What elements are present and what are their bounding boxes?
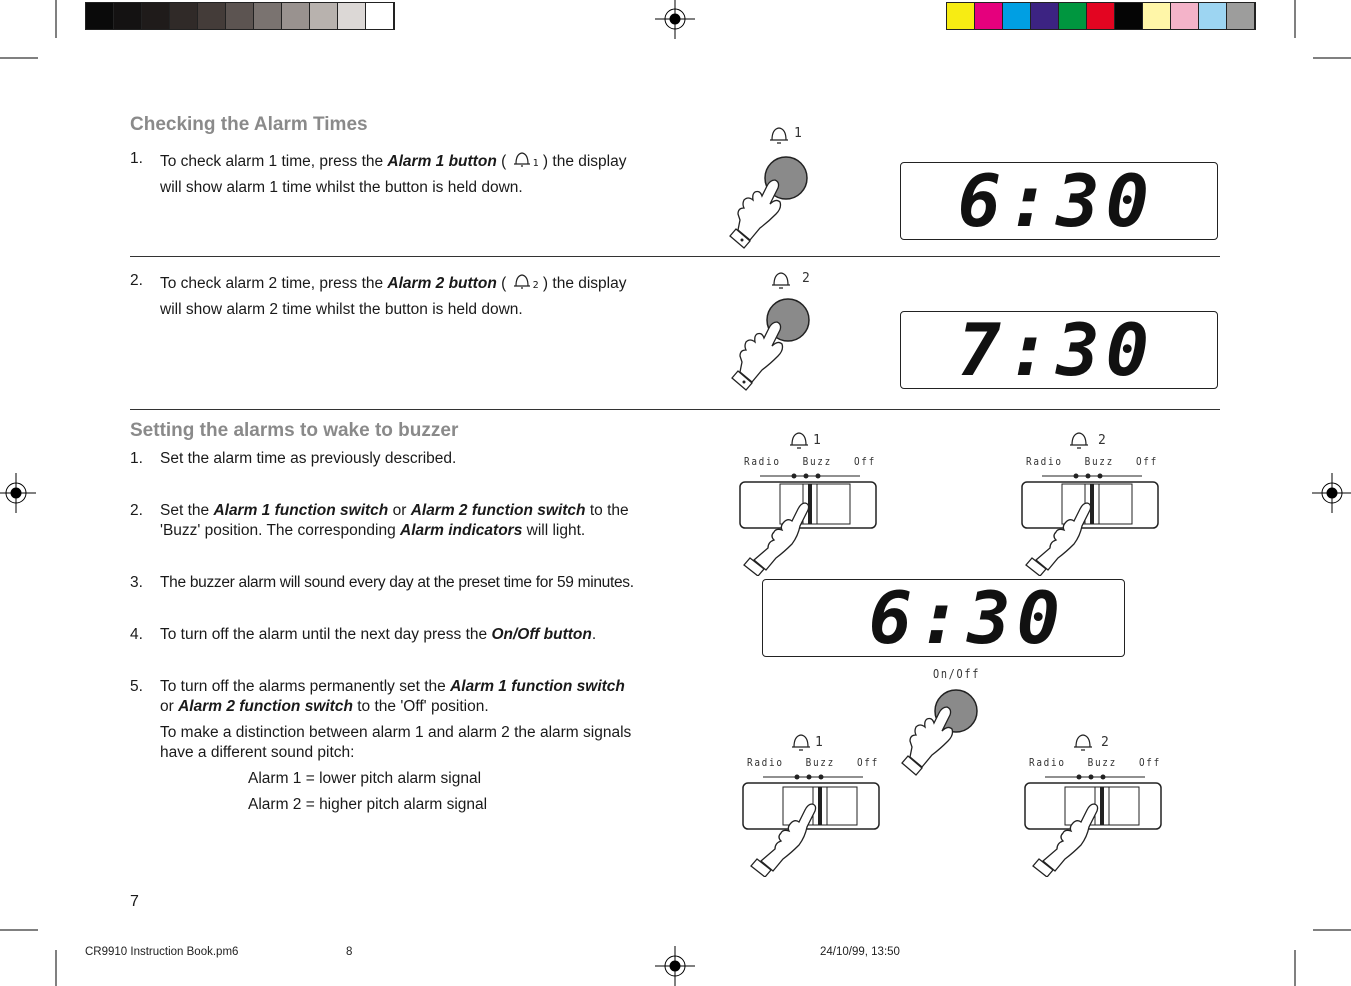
- item-text: The buzzer alarm will sound every day at the preset time for 59 minutes.: [160, 574, 634, 591]
- item-text: have a different sound pitch:: [160, 744, 355, 761]
- switch-alarm-number: 1: [813, 433, 821, 448]
- alarm-1-switch-term: Alarm 1 function switch: [213, 502, 389, 519]
- item-number: 1.: [130, 450, 143, 467]
- lcd-display-center: [762, 576, 1125, 660]
- switch-label-radio: Radio: [747, 756, 784, 769]
- footer-filename: CR9910 Instruction Book.pm6: [85, 946, 239, 958]
- registration-mark-right: [1312, 473, 1351, 513]
- item-text: or: [160, 698, 179, 715]
- list-item: [130, 501, 690, 543]
- item-text: To check alarm 1 time, press the: [160, 153, 388, 170]
- item-text: to the 'Off' position.: [352, 698, 489, 715]
- onoff-button-term: On/Off button: [491, 626, 592, 643]
- alarm-2-switch-term: Alarm 2 function switch: [410, 502, 586, 519]
- item-text: to the: [585, 502, 629, 519]
- switch-label-buzz: Buzz: [1084, 455, 1114, 468]
- switch-label-radio: Radio: [1029, 756, 1066, 769]
- list-item: [130, 573, 690, 595]
- divider: [130, 409, 1220, 410]
- switch-label-buzz: Buzz: [802, 455, 832, 468]
- item-text-line2: will show alarm 2 time whilst the button is held down.: [160, 301, 523, 318]
- bell-icon: [1068, 430, 1092, 450]
- onoff-button-illustration: [896, 685, 996, 785]
- switch-label-off: Off: [1138, 756, 1161, 769]
- pitch-line-1: Alarm 1 = lower pitch alarm signal: [248, 770, 482, 787]
- registration-mark-top: [655, 0, 695, 39]
- bell-icon-number: 2: [532, 280, 539, 291]
- switch-label-off: Off: [856, 756, 879, 769]
- bell-icon: [788, 430, 812, 450]
- onoff-label: On/Off: [933, 667, 981, 681]
- item-number: 2.: [130, 502, 143, 519]
- item-text: To turn off the alarm until the next day press the: [160, 626, 492, 643]
- function-switch-1-off: [733, 767, 883, 877]
- section-heading-buzzer: Setting the alarms to wake to buzzer: [130, 420, 459, 441]
- item-number: 3.: [130, 574, 143, 591]
- list-item: [130, 149, 690, 196]
- switch-alarm-number: 1: [815, 735, 823, 750]
- item-number: 5.: [130, 678, 143, 695]
- item-text: will light.: [522, 522, 586, 539]
- bell-icon: [790, 732, 814, 752]
- display-time: 6:30: [868, 576, 1066, 660]
- item-text: To turn off the alarms permanently set the: [160, 678, 451, 695]
- alarm-indicators-term: Alarm indicators: [400, 522, 523, 539]
- item-text: Set the: [160, 502, 214, 519]
- alarm-1-button-illustration: [720, 150, 820, 250]
- bell-icon: [768, 125, 792, 145]
- alarm-1-switch-term: Alarm 1 function switch: [450, 678, 625, 695]
- registration-mark-left: [0, 473, 36, 513]
- switch-label-buzz: Buzz: [805, 756, 835, 769]
- switch-alarm-number: 2: [1098, 433, 1106, 448]
- paren-open: (: [496, 275, 507, 292]
- bell-icon: [770, 270, 794, 290]
- item-text: To check alarm 2 time, press the: [160, 275, 388, 292]
- switch-alarm-number: 2: [1101, 735, 1109, 750]
- alarm-1-button-term: Alarm 1 button: [387, 153, 497, 170]
- item-number: 2.: [130, 272, 143, 289]
- lcd-display: [900, 159, 1218, 243]
- alarm-2-switch-term: Alarm 2 function switch: [178, 698, 353, 715]
- pitch-line-2: Alarm 2 = higher pitch alarm signal: [248, 796, 488, 813]
- item-text-line2: will show alarm 1 time whilst the button is held down.: [160, 179, 523, 196]
- footer-date: 24/10/99, 13:50: [820, 946, 900, 958]
- item-text: To make a distinction between alarm 1 and alarm 2 the alarm signals: [160, 724, 632, 741]
- switch-label-radio: Radio: [744, 455, 781, 468]
- list-item: [130, 271, 690, 318]
- alarm-2-button-illustration: [722, 292, 822, 392]
- registration-mark-bottom: [655, 946, 695, 986]
- switch-label-radio: Radio: [1026, 455, 1063, 468]
- display-time: 6:30: [957, 159, 1155, 243]
- item-number: 4.: [130, 626, 143, 643]
- paren-open: (: [496, 153, 507, 170]
- switch-label-off: Off: [853, 455, 876, 468]
- switch-label-buzz: Buzz: [1087, 756, 1117, 769]
- switch-label-off: Off: [1135, 455, 1158, 468]
- lcd-display: [900, 308, 1218, 392]
- item-text: ) the display: [542, 153, 627, 170]
- alarm-1-label: 1: [794, 126, 802, 141]
- item-text: Set the alarm time as previously described.: [160, 450, 457, 467]
- bell-icon-number: 1: [532, 158, 539, 169]
- item-text: .: [591, 626, 597, 643]
- display-time: 7:30: [957, 308, 1155, 392]
- section-heading-checking: Checking the Alarm Times: [130, 114, 368, 135]
- item-text: ) the display: [542, 275, 627, 292]
- bell-icon: [1072, 732, 1096, 752]
- bell-icon: [511, 271, 533, 291]
- footer-page: 8: [346, 946, 353, 958]
- bell-icon: [511, 149, 533, 169]
- function-switch-2-off: [1015, 767, 1165, 877]
- alarm-2-button-term: Alarm 2 button: [387, 275, 497, 292]
- list-item: [130, 677, 690, 817]
- alarm-2-label: 2: [802, 271, 810, 286]
- divider: [130, 256, 1220, 257]
- function-switch-2: [1012, 466, 1162, 576]
- page-number: 7: [130, 893, 139, 910]
- item-number: 1.: [130, 150, 143, 167]
- item-text: or: [388, 502, 411, 519]
- function-switch-1: [730, 466, 880, 576]
- list-item: [130, 625, 690, 647]
- list-item: [130, 449, 690, 471]
- item-text: 'Buzz' position. The corresponding: [160, 522, 400, 539]
